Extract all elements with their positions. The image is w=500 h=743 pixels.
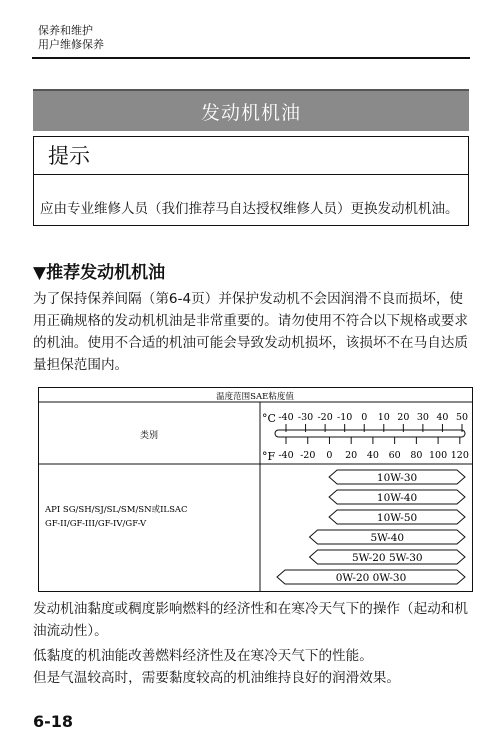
fahrenheit-tick-group <box>278 437 469 461</box>
fahrenheit-tick-label: 100 <box>429 450 448 461</box>
spec-line-1: API SG/SH/SJ/SL/SM/SN或ILSAC <box>45 505 188 515</box>
fahrenheit-tick-label: 80 <box>410 450 423 461</box>
low-viscosity-paragraph: 低黏度的机油能改善燃料经济性及在寒冷天气下的性能。 <box>33 648 373 664</box>
celsius-tick-label: 0 <box>361 412 368 423</box>
fahrenheit-unit: °F <box>262 450 276 463</box>
celsius-tick-label: -40 <box>278 412 294 423</box>
category-header: 类别 <box>139 431 159 441</box>
celsius-tick-label: 30 <box>416 412 429 423</box>
celsius-tick-label: 20 <box>397 412 410 423</box>
header-section-label: 保养和维护 <box>38 24 93 37</box>
grade-label: 10W-40 <box>376 492 418 504</box>
fahrenheit-tick-label: -40 <box>278 450 294 461</box>
grade-label: 5W-40 <box>370 532 405 544</box>
note-box <box>33 136 469 226</box>
celsius-tick-label: -10 <box>337 412 353 423</box>
grade-label: 0W-20 0W-30 <box>335 572 407 584</box>
header-subsection-label: 用户维修保养 <box>38 38 104 51</box>
thermometer-bar <box>275 430 465 437</box>
celsius-tick-label: 50 <box>455 412 469 423</box>
fahrenheit-tick-label: 20 <box>345 450 358 461</box>
fahrenheit-tick-label: 120 <box>450 450 469 461</box>
grade-label: 5W-20 5W-30 <box>351 552 423 564</box>
subheading: ▼推荐发动机机油 <box>33 263 166 283</box>
celsius-unit: °C <box>262 412 276 425</box>
viscosity-chart-svg <box>39 388 472 591</box>
celsius-tick-label: 10 <box>377 412 390 423</box>
fahrenheit-tick-label: 40 <box>366 450 379 461</box>
fahrenheit-tick-label: -20 <box>300 450 316 461</box>
note-title: 提示 <box>34 137 468 175</box>
fahrenheit-tick-label: 60 <box>388 450 401 461</box>
grade-label: 10W-30 <box>376 472 418 484</box>
celsius-tick-group <box>278 412 468 432</box>
grade-label: 10W-50 <box>376 512 418 524</box>
table-caption: 温度范围SAE粘度值 <box>216 392 294 402</box>
header-divider <box>32 57 470 59</box>
page-number: 6-18 <box>33 712 74 731</box>
section-title: 发动机机油 <box>200 101 301 124</box>
spec-line-2: GF-II/GF-III/GF-IV/GF-V <box>45 519 147 529</box>
viscosity-paragraph: 发动机油黏度或稠度影响燃料的经济性和在寒冷天气下的操作（起动和机油流动性）。 <box>33 601 468 639</box>
section-title-banner <box>33 89 469 131</box>
grade-bars-group <box>277 470 465 584</box>
oil-viscosity-table <box>38 387 473 592</box>
note-text: 应由专业维修人员（我们推荐马自达授权维修人员）更换发动机机油。 <box>40 201 459 217</box>
celsius-tick-label: 40 <box>436 412 449 423</box>
celsius-tick-label: -20 <box>317 412 333 423</box>
intro-paragraph: 为了保持保养间隔（第6-4页）并保护发动机不会因润滑不良而损坏，使用正确规格的发动机机油是非常重要的。请勿使用不符合以下规格或要求的机油。使用不合适的机油可能会导致发动机损坏，该损坏不在马自达质量担保范围内。 <box>33 291 468 373</box>
celsius-tick-label: -30 <box>297 412 314 423</box>
fahrenheit-tick-label: 0 <box>326 450 333 461</box>
high-viscosity-paragraph: 但是气温较高时，需要黏度较高的机油维持良好的润滑效果。 <box>33 670 401 686</box>
